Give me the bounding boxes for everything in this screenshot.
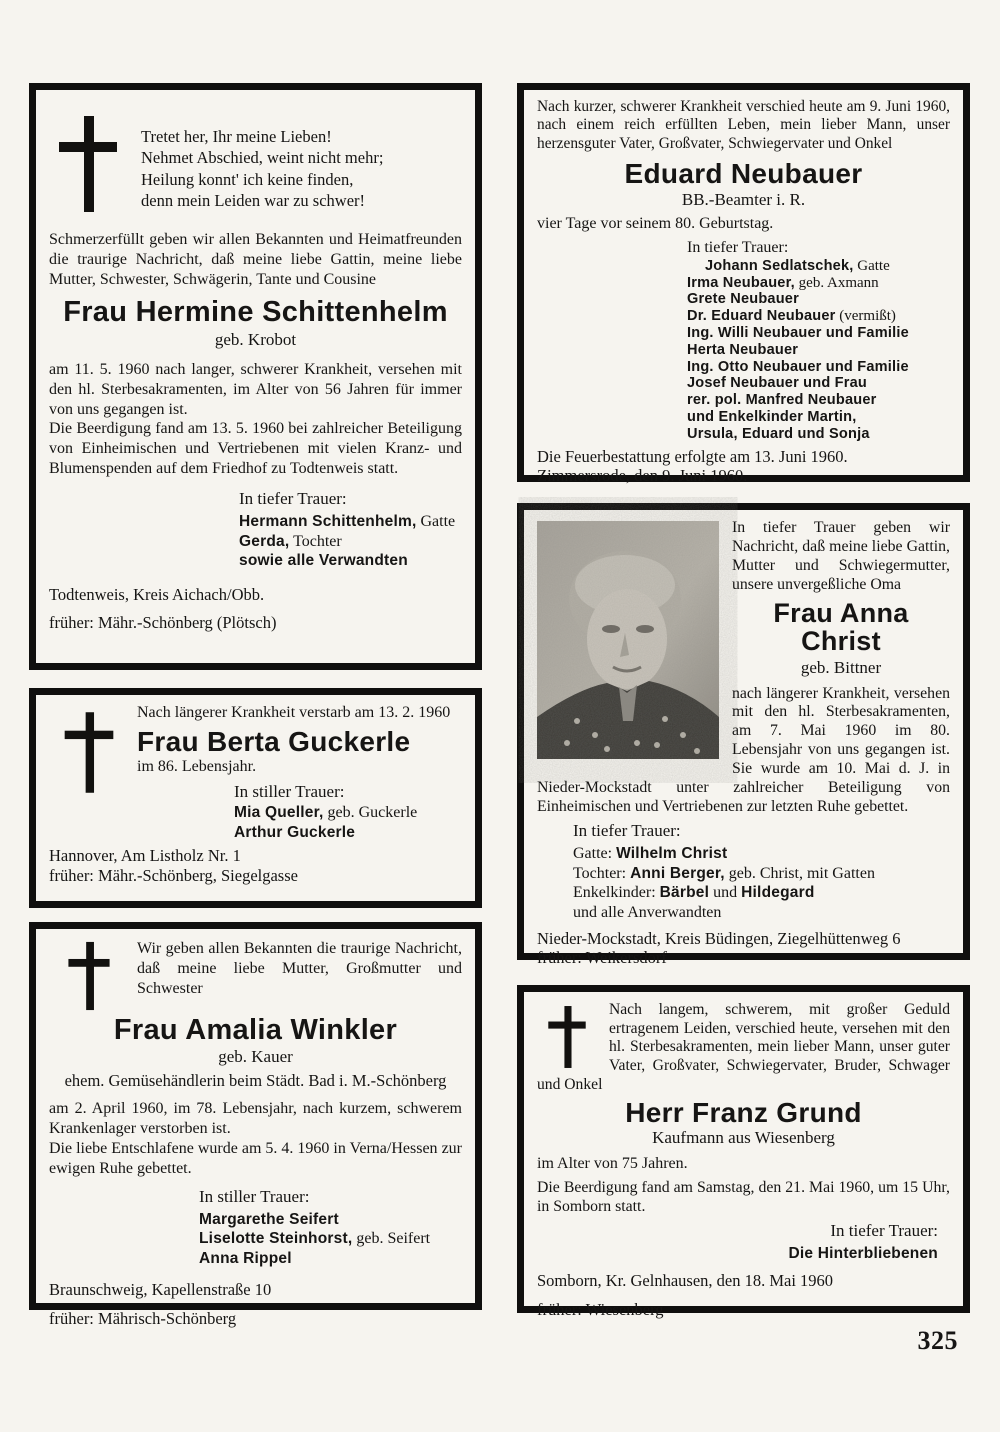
former-place-line: früher: Mährisch-Schönberg — [49, 1309, 237, 1328]
mourning-label: In tiefer Trauer: — [573, 821, 681, 841]
mourner-line: Ursula, Eduard und Sonja — [687, 425, 870, 442]
mourner-line: und Enkelkinder Martin, — [687, 409, 857, 426]
death-text: nach längerer Krankheit, versehen mit den hl. Sterbesakramenten, am 7. Mai 1960 im 80. Lebensjahr von uns gegangen ist. Sie wurde am 10. Mai d. J. in Nieder-Mockstadt unter zahlreicher Beteiligung von Einheimischen und Vertriebenen zur letzten Ruhe gebettet. — [537, 684, 950, 816]
funeral-text: Die liebe Entschlafene wurde am 5. 4. 1960 in Verna/Hessen zur ewigen Ruhe gebettet. — [49, 1139, 462, 1177]
intro-text: In tiefer Trauer geben wir Nachricht, daß meine liebe Gattin, Mutter und Schwiegermutter, unsere unvergeßliche Oma — [732, 519, 950, 593]
mourning-label: In stiller Trauer: — [199, 1186, 310, 1206]
mourner-line: Ing. Otto Neubauer und Familie — [687, 358, 909, 375]
deceased-name: Frau Amalia Winkler — [113, 1014, 398, 1046]
former-place-line: früher: Mähr.-Schönberg, Siegelgasse — [49, 866, 298, 886]
mourner-line: Arthur Guckerle — [234, 823, 356, 841]
profession-line: ehem. Gemüsehändlerin beim Städt. Bad i. M.-Schönberg — [64, 1071, 447, 1091]
mourner-line: rer. pol. Manfred Neubauer — [687, 392, 877, 409]
poem-line: Tretet her, Ihr meine Lieben! — [141, 127, 332, 146]
obituary-winkler — [29, 922, 482, 1328]
deceased-name: Frau Berta Guckerle — [137, 725, 411, 757]
death-text: am 11. 5. 1960 nach langer, schwerer Krankheit, versehen mit den hl. Sterbesakramenten, im Alter von 56 Jahren für immer von uns gegangen ist. — [49, 360, 462, 418]
obituary-christ — [517, 503, 970, 968]
place-line: Braunschweig, Kapellenstraße 10 — [49, 1280, 272, 1300]
place-line: Hannover, Am Listholz Nr. 1 — [49, 846, 241, 866]
birthday-line: vier Tage vor seinem 80. Geburtstag. — [537, 214, 774, 232]
intro-text: Schmerzerfüllt geben wir allen Bekannten und Heimatfreunden die traurige Nachricht, daß meine liebe Gattin, meine liebe Mutter, Schwester, Schwägerin, Tante und Cousine — [49, 231, 462, 288]
former-place-line: früher: Weikersdorf — [537, 948, 667, 968]
mourner-line: Anna Rippel — [199, 1249, 292, 1267]
mourner-line: Irma Neubauer, geb. Axmann — [687, 274, 879, 291]
mourners-block — [234, 782, 462, 842]
funeral-text: Die Beerdigung fand am Samstag, den 21. Mai 1960, um 15 Uhr, in Somborn statt. — [537, 1178, 950, 1215]
cremation-line: Die Feuerbestattung erfolgte am 13. Juni 1960. — [537, 446, 848, 466]
mourner-line: Johann Sedlatschek, Gatte — [705, 257, 890, 274]
deceased-name: Frau Anna Christ — [773, 597, 909, 657]
mourners-block — [537, 1221, 950, 1264]
mourning-label: In stiller Trauer: — [234, 782, 345, 802]
mourner-line: Hermann Schittenhelm, Gatte — [239, 512, 456, 530]
mourner-line: Die Hinterbliebenen — [788, 1244, 938, 1262]
mourners-block — [199, 1187, 462, 1269]
intro-text: Nach längerer Krankheit verstarb am 13. 2. 1960 — [137, 704, 451, 721]
obituary-schittenhelm — [29, 83, 482, 670]
cross-icon — [63, 705, 115, 800]
mourner-line: sowie alle Verwandten — [239, 552, 408, 570]
intro-text: Nach langem, schwerem, mit großer Geduld ertragenem Leiden, verschied heute, versehen mit den hl. Sterbesakramenten, mein lieber Mann, unser guter Vater, Großvater, Schwiegervater, Bruder, Schwager und Onkel — [537, 1001, 950, 1093]
mourner-list — [687, 257, 950, 443]
mourner-line: Gatte: Wilhelm Christ — [573, 845, 728, 863]
former-place-line: früher: Wiesenberg — [537, 1300, 664, 1320]
intro-text: Nach kurzer, schwerer Krankheit verschied heute am 9. Juni 1960, nach einem reich erfüllten Leben, mein lieber Mann, unser herzensguter Vater, Großvater, Schwiegervater und Onkel — [537, 98, 950, 152]
nee-name: geb. Krobot — [214, 329, 297, 349]
cross-icon — [57, 114, 119, 214]
intro-text: Wir geben allen Bekannten die traurige Nachricht, daß meine liebe Mutter, Großmutter und Schwester — [137, 940, 462, 997]
poem-line: Heilung konnt' ich keine finden, — [141, 169, 354, 189]
mourner-line: Ing. Willi Neubauer und Familie — [687, 325, 909, 342]
mourning-label: In tiefer Trauer: — [687, 238, 789, 256]
mourner-line: Grete Neubauer — [687, 291, 799, 308]
deceased-name: Frau Hermine Schittenhelm — [63, 296, 448, 329]
page-number: 325 — [917, 1326, 958, 1355]
mourners-block — [687, 239, 950, 443]
former-place-line: früher: Mähr.-Schönberg (Plötsch) — [49, 613, 277, 633]
mourner-line: Margarethe Seifert — [199, 1210, 339, 1228]
mourner-line: Gerda, Tochter — [239, 532, 342, 550]
funeral-text: Die Beerdigung fand am 13. 5. 1960 bei zahlreicher Beteiligung von Einheimischen und Vertriebenen mit vielen Kranz- und Blumenspenden auf dem Friedhof zu Todtenweis statt. — [49, 420, 462, 478]
title-line: Kaufmann aus Wiesenberg — [652, 1127, 835, 1147]
mourners-block — [573, 821, 950, 922]
poem-row — [49, 100, 462, 212]
mourner-line: Enkelkinder: Bärbel und Hildegard — [573, 884, 815, 902]
mourning-label: In tiefer Trauer: — [239, 488, 347, 508]
poem-line: denn mein Leiden war zu schwer! — [141, 191, 366, 211]
portrait-photo — [537, 521, 719, 759]
nee-name: geb. Bittner — [800, 657, 882, 677]
age-line: im Alter von 75 Jahren. — [537, 1154, 688, 1172]
deceased-name: Herr Franz Grund — [625, 1096, 862, 1128]
obituary-guckerle — [29, 688, 482, 908]
age-line: im 86. Lebensjahr. — [137, 758, 257, 776]
nee-name: geb. Kauer — [218, 1047, 293, 1067]
mourner-line: Mia Queller, geb. Guckerle — [234, 804, 418, 822]
mourner-line: Tochter: Anni Berger, geb. Christ, mit Gatten — [573, 864, 875, 882]
mourners-block — [239, 489, 462, 571]
poem-line: Nehmet Abschied, weint nicht mehr; — [141, 148, 384, 168]
title-line: BB.-Beamter i. R. — [681, 189, 806, 209]
mourner-line: Dr. Eduard Neubauer (vermißt) — [687, 308, 896, 325]
place-line: Nieder-Mockstadt, Kreis Büdingen, Ziegelhüttenweg 6 — [537, 928, 901, 948]
death-text: am 2. April 1960, im 78. Lebensjahr, nach kurzem, schwerem Krankenlager verstorben ist. — [49, 1100, 462, 1138]
place-line: Todtenweis, Kreis Aichach/Obb. — [49, 584, 265, 604]
deceased-name: Eduard Neubauer — [624, 158, 863, 190]
mourner-line: Josef Neubauer und Frau — [687, 375, 868, 392]
mourning-label: In tiefer Trauer: — [830, 1220, 938, 1240]
place-line: Zimmersrode, den 9. Juni 1960. — [537, 466, 748, 486]
cross-icon — [67, 939, 111, 1013]
place-line: Somborn, Kr. Gelnhausen, den 18. Mai 1960 — [537, 1271, 834, 1291]
mourner-line: Herta Neubauer — [687, 341, 799, 358]
mourner-line: und alle Anverwandten — [573, 904, 722, 921]
cross-icon — [547, 1003, 587, 1071]
mourner-line: Liselotte Steinhorst, geb. Seifert — [199, 1230, 431, 1248]
obituary-neubauer — [517, 83, 970, 486]
obituary-grund — [517, 985, 970, 1320]
